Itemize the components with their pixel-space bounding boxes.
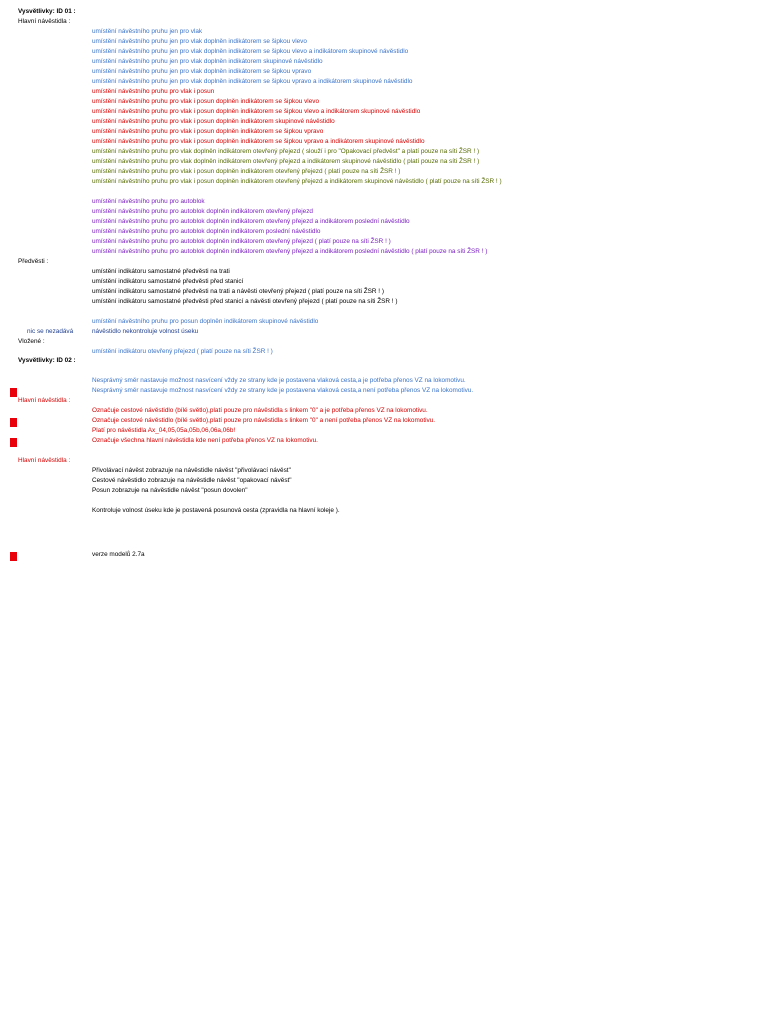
nic-se-nezadava-label: nic se nezadává — [27, 328, 74, 335]
legend-line: Posun zobrazuje na návěstidle návěst "posun dovolen" — [92, 487, 248, 494]
legend-line: umístění návěstního pruhu pro autoblok doplněn indikátorem otevřený přejezd a indikátorem poslední návěstidlo — [92, 218, 410, 225]
legend-line: umístění návěstního pruhu pro autoblok doplněn indikátorem otevřený přejezd — [92, 208, 313, 215]
red-marker — [10, 418, 17, 427]
legend-line: umístění návěstního pruhu pro autoblok doplněn indikátorem poslední návěstidlo — [92, 228, 321, 235]
legend-line: umístění návěstního pruhu pro autoblok doplněn indikátorem otevřený přejezd ( platí pouze na síti ŽSR ! ) — [92, 238, 391, 245]
legend-line: umístění návěstního pruhu jen pro vlak — [92, 28, 203, 35]
legend-line: umístění návěstního pruhu pro vlak doplněn indikátorem otevřený přejezd a indikátorem skupinové návěstidlo ( platí pouze na síti ŽSR ! ) — [92, 158, 480, 165]
main-signals-label: Hlavní návěstidla : — [18, 18, 71, 25]
legend-id02-label: Vysvětlivky: ID 02 : — [18, 357, 76, 364]
legend-line: umístění návěstního pruhu jen pro vlak doplněn indikátorem se šipkou vlevo — [92, 38, 307, 45]
legend-line: umístění návěstního pruhu pro vlak i posun doplněn indikátorem otevřený přejezd a indikátorem skupinové návěstidlo ( platí pouze na síti ŽSR ! ) — [92, 178, 502, 185]
legend-line: umístění návěstního pruhu pro vlak i posun — [92, 88, 215, 95]
legend-line: Nesprávný směr nastavuje možnost nasvícení vždy ze strany kde je postavena vlaková cesta,a není potřeba přenos VZ na lokomotivu. — [92, 387, 474, 394]
version-label: verze modelů 2.7a — [92, 551, 145, 558]
legend-line: návěstidlo nekontroluje volnost úseku — [92, 328, 199, 335]
legend-line: umístění návěstního pruhu pro vlak i posun doplněn indikátorem se šipkou vlevo a indikátorem skupinové návěstidlo — [92, 108, 421, 115]
legend-line: Označuje všechna hlavní návěstidla kde není potřeba přenos VZ na lokomotivu. — [92, 437, 318, 444]
legend-line: Přivolávací návěst zobrazuje na návěstidle návěst "přivolávací návěst" — [92, 467, 291, 474]
legend-line: Platí pro návěstidla Ax_04,05,05a,05b,06,06a,06b! — [92, 427, 236, 434]
legend-line: umístění návěstního pruhu pro vlak i posun doplněn indikátorem se šipkou vlevo — [92, 98, 320, 105]
legend-line: umístění návěstního pruhu jen pro vlak doplněn indikátorem se šipkou vpravo — [92, 68, 312, 75]
legend-line: umístění návěstního pruhu pro posun doplněn indikátorem skupinové návěstidlo — [92, 318, 319, 325]
legend-line: umístění návěstního pruhu pro autoblok doplněn indikátorem otevřený přejezd a indikátorem poslední návěstidlo ( platí pouze na síti ŽSR ! ) — [92, 248, 488, 255]
red-marker — [10, 388, 17, 397]
legend-line: umístění návěstního pruhu jen pro vlak doplněn indikátorem se šipkou vlevo a indikátorem skupinové návěstidlo — [92, 48, 409, 55]
legend-line: Kontroluje volnost úseku kde je postavená posunová cesta (zpravidla na hlavní koleje ). — [92, 507, 340, 514]
legend-line: umístění návěstního pruhu pro vlak i posun doplněn indikátorem skupinové návěstidlo — [92, 118, 335, 125]
red-marker — [10, 438, 17, 447]
inserted-label: Vložené : — [18, 338, 45, 345]
red-marker — [10, 552, 17, 561]
legend-line: umístění návěstního pruhu jen pro vlak doplněn indikátorem se šipkou vpravo a indikátorem skupinové návěstidlo — [92, 78, 413, 85]
legend-line: Nesprávný směr nastavuje možnost nasvícení vždy ze strany kde je postavena vlaková cesta,a je potřeba přenos VZ na lokomotivu. — [92, 377, 466, 384]
legend-line: umístění návěstního pruhu pro vlak i posun doplněn indikátorem se šipkou vpravo — [92, 128, 324, 135]
legend-line: umístění návěstního pruhu pro vlak i posun doplněn indikátorem otevřený přejezd ( platí pouze na síti ŽSR ! ) — [92, 168, 401, 175]
legend-line: Označuje cestové návěstidlo (bílé světlo),platí pouze pro návěstidla s linkem "0" a je potřeba přenos VZ na lokomotivu. — [92, 407, 428, 414]
main-signals-label-2: Hlavní návěstidla : — [18, 397, 71, 404]
legend-id01-label: Vysvětlivky: ID 01 : — [18, 8, 76, 15]
legend-line: umístění indikátoru samostatné předvěsti před stanicí a návěsti otevřený přejezd ( platí pouze na síti ŽSR ! ) — [92, 298, 398, 305]
legend-line: umístění indikátoru samostatné předvěsti před stanicí — [92, 278, 244, 285]
legend-line: umístění návěstního pruhu pro vlak i posun doplněn indikátorem se šipkou vpravo a indikátorem skupinové návěstidlo — [92, 138, 425, 145]
legend-line: umístění indikátoru samostatné předvěsti na trati a návěsti otevřený přejezd ( platí pouze na síti ŽSR ! ) — [92, 288, 384, 295]
pre-signals-label: Předvěsti : — [18, 258, 49, 265]
legend-line: Cestové návěstidlo zobrazuje na návěstidle návěst "opakovací návěst" — [92, 477, 292, 484]
legend-line: umístění návěstního pruhu pro vlak doplněn indikátorem otevřený přejezd ( slouží i pro "Opakovací předvěst" a platí pouze na síti ŽSR ! ) — [92, 148, 480, 155]
legend-line: umístění návěstního pruhu jen pro vlak doplněn indikátorem skupinové návěstidlo — [92, 58, 323, 65]
main-signals-label-3: Hlavní návěstidla : — [18, 457, 71, 464]
legend-line: umístění indikátoru samostatné předvěsti na trati — [92, 268, 230, 275]
legend-line: Označuje cestové návěstidlo (bílé světlo),platí pouze pro návěstidla s linkem "0" a není potřeba přenos VZ na lokomotivu. — [92, 417, 436, 424]
legend-line: umístění indikátoru otevřený přejezd ( platí pouze na síti ŽSR ! ) — [92, 348, 273, 355]
legend-line: umístění návěstního pruhu pro autoblok — [92, 198, 205, 205]
